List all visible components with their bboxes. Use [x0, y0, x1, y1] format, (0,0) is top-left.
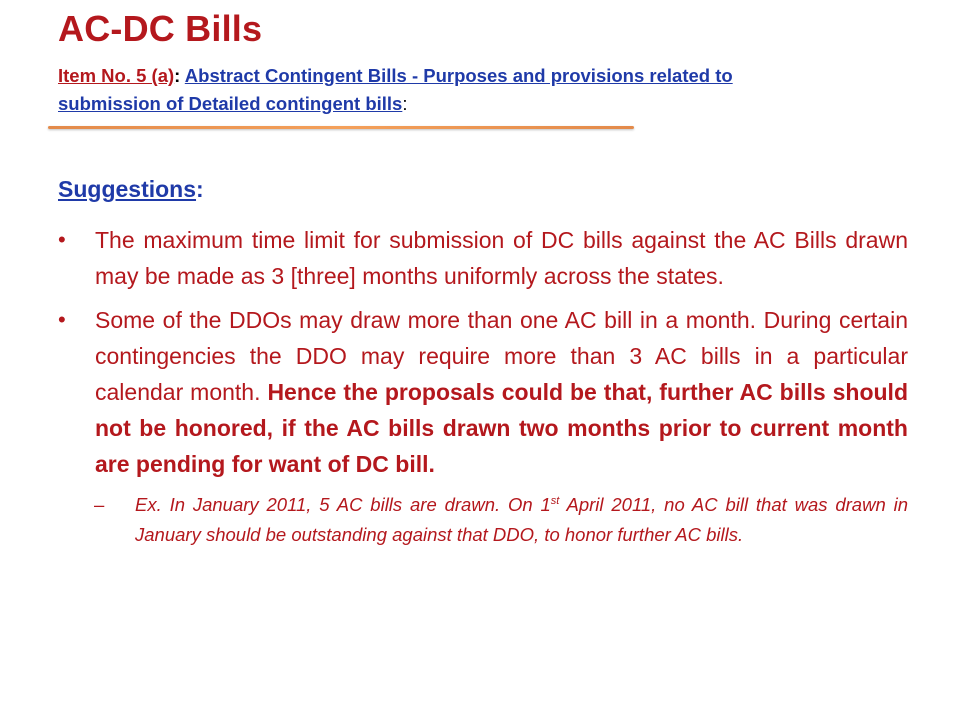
bullet-text-bold: Hence the proposals could be that, further AC bills should not be honored, if the AC bills drawn two months prior to current month are pending for want of DC bill.: [95, 379, 908, 477]
subtitle-topic-line2: submission of Detailed contingent bills: [58, 93, 403, 114]
bullet-list: [58, 222, 908, 550]
example-superscript: st: [550, 494, 560, 507]
slide-subtitle: [58, 62, 918, 118]
section-heading-colon: :: [196, 176, 204, 202]
bullet-item: [58, 222, 908, 294]
item-number-label: Item No. 5 (a): [58, 65, 175, 86]
example-text-start: Ex. In January 2011, 5 AC bills are drawn. On 1: [135, 494, 551, 515]
bullet-text: Some of the DDOs may draw more than one AC bill in a month. During certain contingencies the DDO may require more than 3 AC bills in a particular calendar month.: [95, 307, 908, 405]
subtitle-topic-line1: Abstract Contingent Bills - Purposes and provisions related to: [184, 65, 733, 86]
section-heading: [58, 176, 204, 203]
dash-icon: –: [94, 494, 105, 515]
section-heading-label: Suggestions: [58, 176, 197, 202]
example-text-end: April 2011, no AC bill that was drawn in January should be outstanding against that DDO, to honor further AC bills.: [135, 494, 908, 545]
bullet-dot-icon: •: [58, 227, 66, 252]
title-divider: [48, 126, 634, 129]
subtitle-end-colon: :: [402, 93, 408, 114]
bullet-item: [58, 302, 908, 482]
bullet-dot-icon: •: [58, 307, 66, 332]
bullet-text: The maximum time limit for submission of DC bills against the AC Bills drawn may be made as 3 [three] months uniformly across the states.: [95, 227, 908, 289]
subtitle-separator: :: [174, 65, 185, 86]
sub-bullet-example: [94, 490, 908, 550]
slide-title: AC-DC Bills: [58, 8, 263, 49]
